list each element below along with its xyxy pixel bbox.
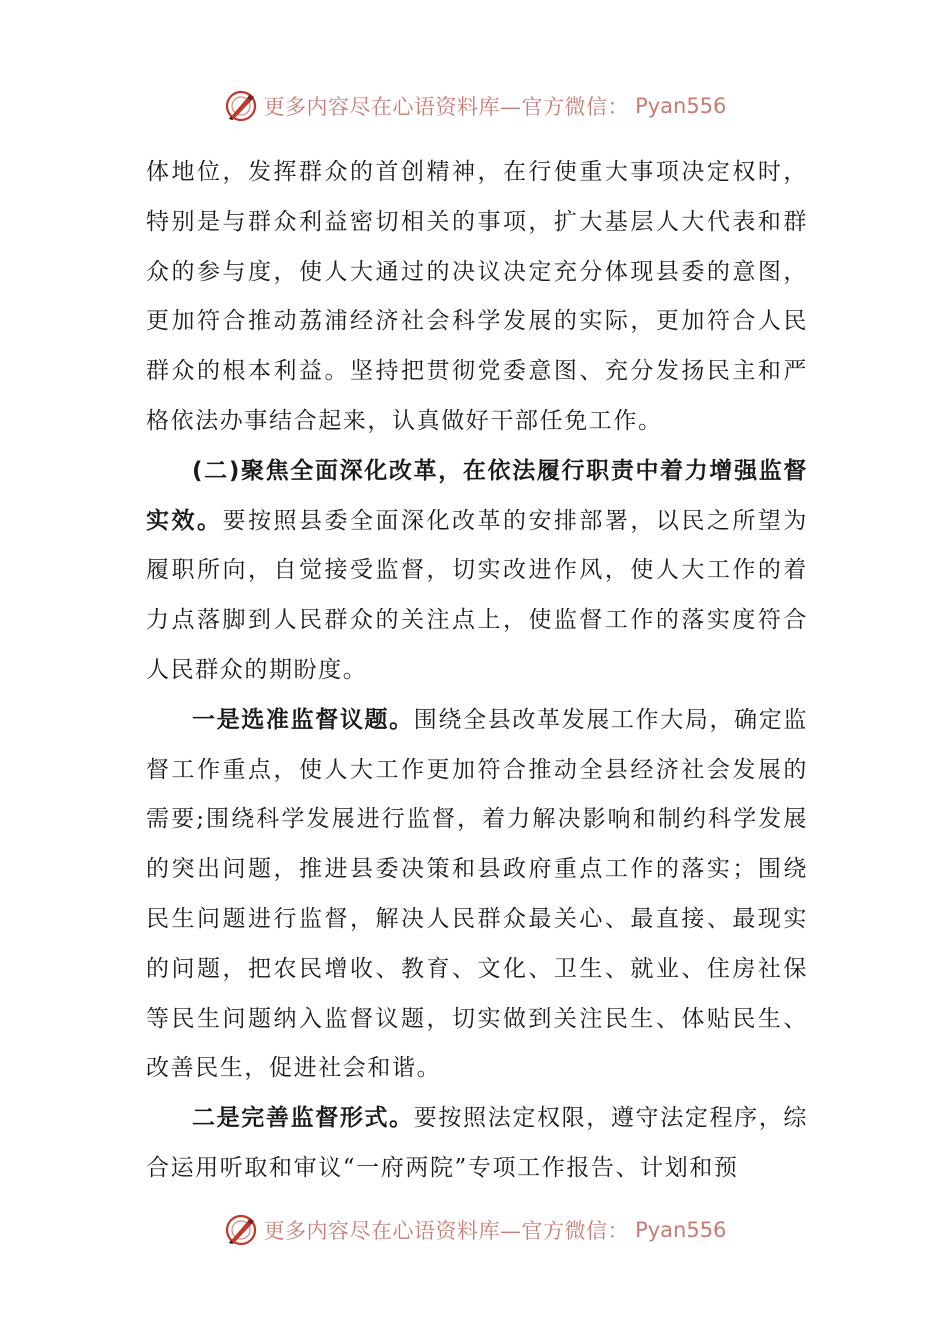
banner-text: 更多内容尽在心语资料库—官方微信： [263,95,630,119]
document-body [146,148,808,1194]
paragraph-text: 要按照县委全面深化改革的安排部署，以民之所望为履职所向，自觉接受监督，切实改进作风，使人大工作的着力点落脚到人民群众的关注点上，使监督工作的落实度符合人民群众的期盼度。 [146,507,808,683]
pen-logo-icon [224,89,258,123]
paragraph-heading: (二)聚焦全面深化改革，在依法履行职责中着力增强监督实效。 [146,457,808,534]
paragraph-point-two [146,1094,808,1194]
paragraph-point-one [146,696,808,1094]
footer-banner [0,1210,950,1250]
paragraph-text: 要按照法定权限，遵守法定程序，综合运用听取和审议“一府两院”专项工作报告、计划和预 [146,1105,808,1181]
banner-text: 更多内容尽在心语资料库—官方微信： [263,1219,630,1243]
paragraph-text: 围绕全县改革发展工作大局，确定监督工作重点，使人大工作更加符合推动全县经济社会发展的需要;围绕科学发展进行监督，着力解决影响和制约科学发展的突出问题，推进县委决策和县政府重点工作的落实；围绕民生问题进行监督，解决人民群众最关心、最直接、最现实的问题，把农民增收、教育、文化、卫生、就业、住房社保等民生问题纳入监督议题，切实做到关注民生、体贴民生、改善民生，促进社会和谐。 [146,706,808,1082]
paragraph-heading: 一是选准监督议题。 [192,706,414,733]
banner-wechat-id: Pyan556 [635,94,727,118]
header-banner [0,86,950,126]
paragraph-heading: 二是完善监督形式。 [192,1105,414,1132]
pen-logo-icon [224,1213,258,1247]
banner-wechat-id: Pyan556 [635,1218,727,1242]
paragraph-section-two [146,447,808,696]
paragraph-continuation [146,148,808,447]
paragraph-text: 体地位，发挥群众的首创精神，在行使重大事项决定权时，特别是与群众利益密切相关的事项，扩大基层人大代表和群众的参与度，使人大通过的决议决定充分体现县委的意图，更加符合推动荔浦经济社会科学发展的实际，更加符合人民群众的根本利益。坚持把贯彻党委意图、充分发扬民主和严格依法办事结合起来，认真做好干部任免工作。 [146,159,808,434]
